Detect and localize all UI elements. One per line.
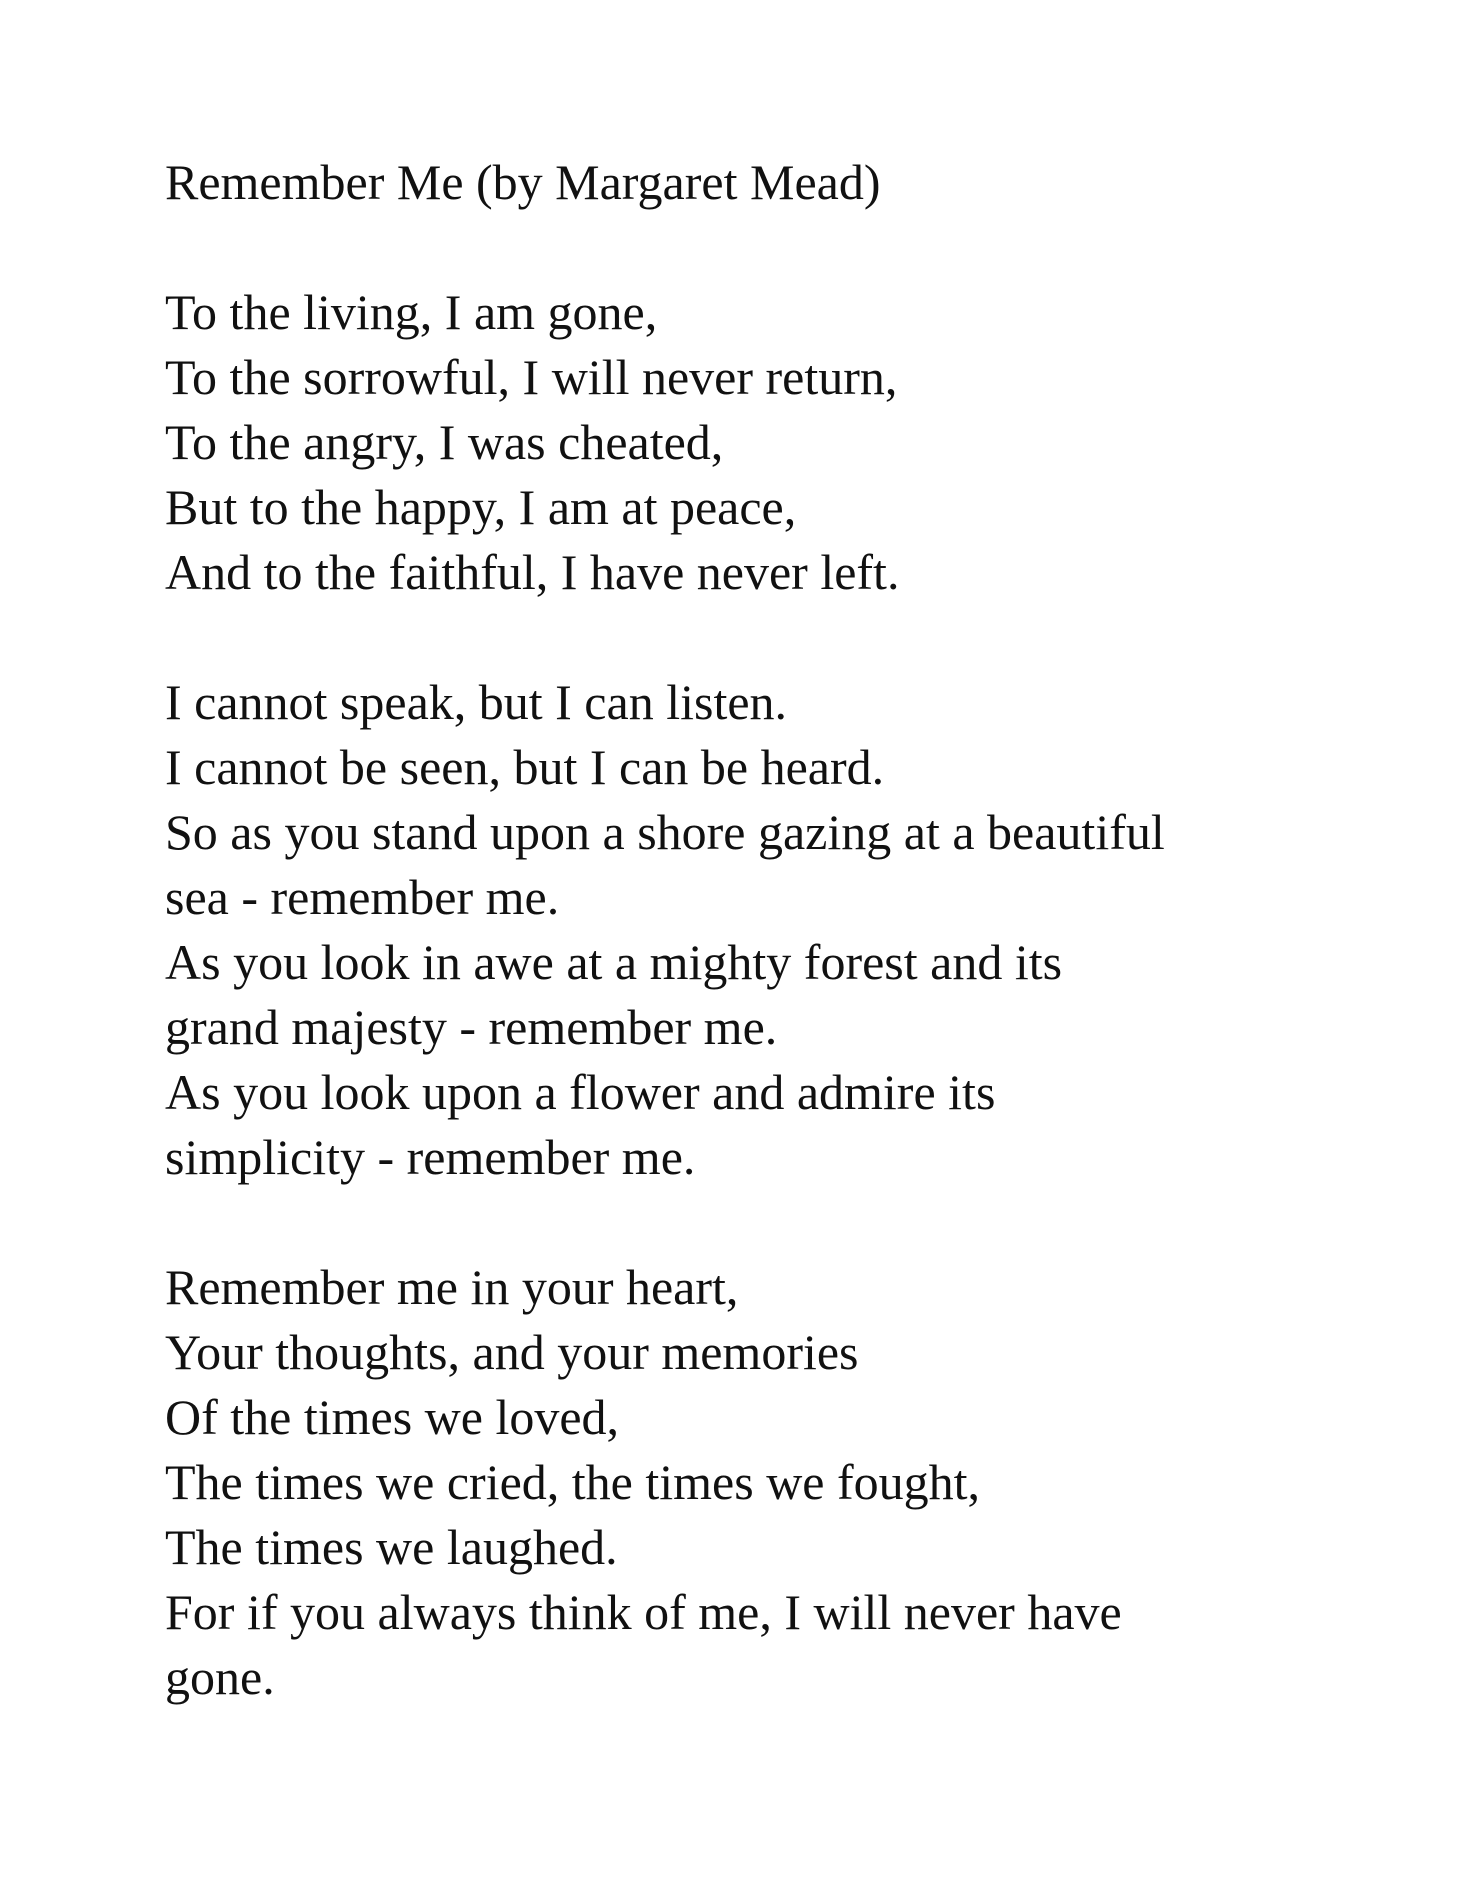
stanza-3 — [165, 1255, 1415, 1710]
poem-title: Remember Me (by Margaret Mead) — [165, 154, 881, 210]
poem-line: And to the faithful, I have never left. — [165, 544, 900, 600]
poem-line: I cannot be seen, but I can be heard. — [165, 739, 885, 795]
poem-line: As you look in awe at a mighty forest and its — [165, 934, 1063, 990]
poem-line: simplicity - remember me. — [165, 1129, 696, 1185]
stanza-gap — [165, 1190, 1415, 1255]
poem-line: Remember me in your heart, — [165, 1259, 739, 1315]
poem-line: For if you always think of me, I will never have — [165, 1584, 1122, 1640]
poem-line: The times we laughed. — [165, 1519, 618, 1575]
poem-line: I cannot speak, but I can listen. — [165, 674, 788, 730]
poem-body — [165, 150, 1415, 1710]
poem-line: So as you stand upon a shore gazing at a beautiful — [165, 804, 1165, 860]
poem-line: To the angry, I was cheated, — [165, 414, 724, 470]
poem-line: To the living, I am gone, — [165, 284, 658, 340]
poem-line: But to the happy, I am at peace, — [165, 479, 797, 535]
poem-line: As you look upon a flower and admire its — [165, 1064, 996, 1120]
stanza-1 — [165, 280, 1415, 605]
poem-line: sea - remember me. — [165, 869, 560, 925]
poem-line: Your thoughts, and your memories — [165, 1324, 859, 1380]
poem-line: gone. — [165, 1649, 275, 1705]
stanza-gap — [165, 605, 1415, 670]
poem-line: The times we cried, the times we fought, — [165, 1454, 981, 1510]
poem-line: Of the times we loved, — [165, 1389, 620, 1445]
stanza-2 — [165, 670, 1415, 1190]
poem-line: To the sorrowful, I will never return, — [165, 349, 898, 405]
stanza-gap — [165, 215, 1415, 280]
poem-line: grand majesty - remember me. — [165, 999, 778, 1055]
